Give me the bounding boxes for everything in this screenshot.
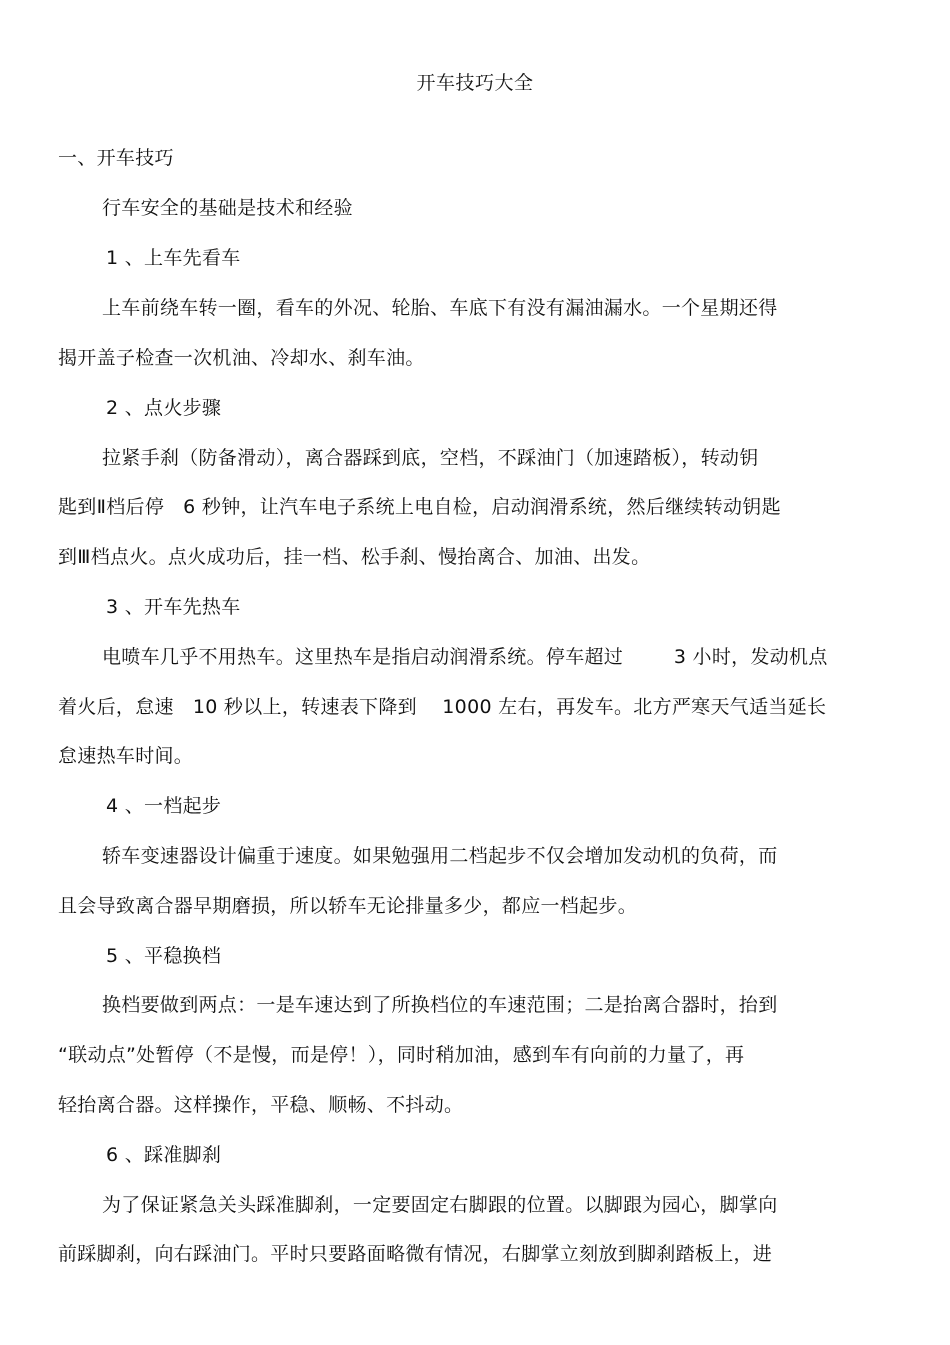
item-4-line-1: 轿车变速器设计偏重于速度。如果勉强用二档起步不仅会增加发动机的负荷，而 xyxy=(102,845,778,867)
item-heading-3: 3 、开车先热车 xyxy=(106,596,241,618)
item-2-line-2: 匙到Ⅱ档后停 6 秒钟，让汽车电子系统上电自检，启动润滑系统，然后继续转动钥匙 xyxy=(58,496,781,518)
item-6-line-2: 前踩脚刹，向右踩油门。平时只要路面略微有情况，右脚掌立刻放到脚刹踏板上，进 xyxy=(58,1243,773,1265)
item-5-line-2: “联动点”处暂停（不是慢，而是停！），同时稍加油，感到车有向前的力量了，再 xyxy=(58,1044,745,1066)
item-1-line-1: 上车前绕车转一圈，看车的外况、轮胎、车底下有没有漏油漏水。一个星期还得 xyxy=(102,297,778,319)
item-6-line-1: 为了保证紧急关头踩准脚刹，一定要固定右脚跟的位置。以脚跟为园心，脚掌向 xyxy=(102,1194,778,1216)
item-5-line-1: 换档要做到两点：一是车速达到了所换档位的车速范围；二是抬离合器时，抬到 xyxy=(102,994,778,1016)
item-heading-1: 1 、上车先看车 xyxy=(106,247,241,269)
item-3-line-1: 电喷车几乎不用热车。这里热车是指启动润滑系统。停车超过 3 小时，发动机点 xyxy=(102,646,828,668)
item-3-line-2: 着火后，怠速 10 秒以上，转速表下降到 1000 左右，再发车。北方严寒天气适当延长 xyxy=(58,696,827,718)
section-heading: 一、开车技巧 xyxy=(58,147,174,169)
item-heading-4: 4 、一档起步 xyxy=(106,795,222,817)
item-heading-2: 2 、点火步骤 xyxy=(106,397,222,419)
item-2-line-3: 到Ⅲ档点火。点火成功后，挂一档、松手刹、慢抬离合、加油、出发。 xyxy=(58,546,651,568)
item-heading-5: 5 、平稳换档 xyxy=(106,945,222,967)
item-1-line-2: 揭开盖子检查一次机油、冷却水、刹车油。 xyxy=(58,347,425,369)
item-2-line-1: 拉紧手刹（防备滑动），离合器踩到底，空档，不踩油门（加速踏板），转动钥 xyxy=(102,447,759,469)
item-3-line-3: 怠速热车时间。 xyxy=(58,745,194,767)
item-5-line-3: 轻抬离合器。这样操作，平稳、顺畅、不抖动。 xyxy=(58,1094,464,1116)
item-4-line-2: 且会导致离合器早期磨损，所以轿车无论排量多少，都应一档起步。 xyxy=(58,895,638,917)
document-title: 开车技巧大全 xyxy=(416,72,534,94)
intro-text: 行车安全的基础是技术和经验 xyxy=(102,197,353,219)
item-heading-6: 6 、踩准脚刹 xyxy=(106,1144,222,1166)
